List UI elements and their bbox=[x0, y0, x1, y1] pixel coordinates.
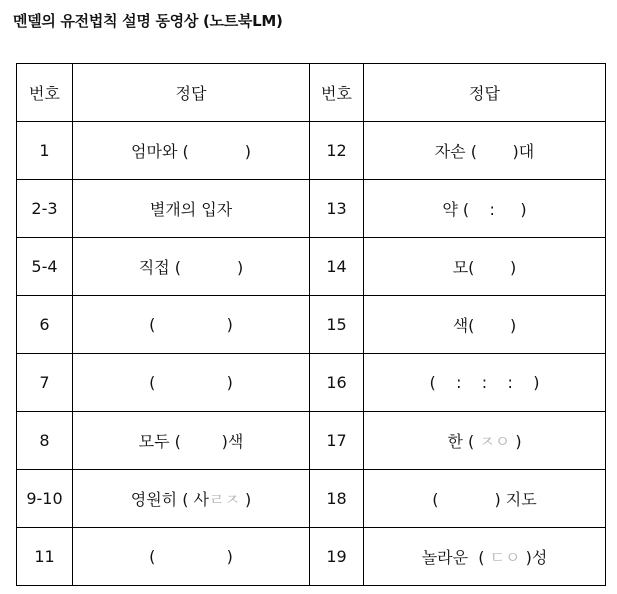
table-row bbox=[17, 470, 606, 528]
answer-cell-left bbox=[73, 470, 310, 528]
answer-text: ( ) bbox=[149, 547, 233, 566]
answer-cell-right bbox=[364, 122, 606, 180]
answer-cell-left bbox=[73, 122, 310, 180]
answer-cell-right bbox=[364, 412, 606, 470]
answer-cell-right bbox=[364, 470, 606, 528]
answer-text: ( ) 지도 bbox=[432, 490, 537, 509]
document-title: 멘델의 유전법칙 설명 동영상 (노트북LM) bbox=[13, 12, 283, 30]
answer-text: 놀라운 ( bbox=[421, 548, 490, 567]
row-number-right: 16 bbox=[310, 354, 364, 412]
initial-consonant-hint: ㄷㅇ bbox=[489, 548, 521, 567]
answer-cell-right bbox=[364, 180, 606, 238]
answer-cell-left bbox=[73, 412, 310, 470]
initial-consonant-hint: ㅈㅇ bbox=[479, 432, 511, 451]
answer-text-after: ) bbox=[510, 432, 522, 451]
answer-text-after: )성 bbox=[520, 548, 548, 567]
answer-text: 한 ( bbox=[447, 432, 480, 451]
answer-text: 엄마와 ( ) bbox=[131, 142, 251, 161]
answer-cell-left bbox=[73, 180, 310, 238]
answer-text: ( : : : ) bbox=[429, 373, 540, 392]
table-row bbox=[17, 238, 606, 296]
row-number-right: 17 bbox=[310, 412, 364, 470]
row-number-left: 9-10 bbox=[17, 470, 73, 528]
answer-text: 모( ) bbox=[452, 258, 517, 277]
row-number-right: 19 bbox=[310, 528, 364, 586]
answer-cell-left bbox=[73, 528, 310, 586]
table-header-row bbox=[17, 64, 606, 122]
table-row bbox=[17, 180, 606, 238]
answer-text: 영원히 ( 사 bbox=[130, 490, 209, 509]
answer-cell-right bbox=[364, 354, 606, 412]
answer-text: 약 ( : ) bbox=[442, 200, 527, 219]
header-number-left: 번호 bbox=[17, 64, 73, 122]
answer-table bbox=[16, 63, 606, 586]
row-number-left: 7 bbox=[17, 354, 73, 412]
answer-text: 직접 ( ) bbox=[138, 258, 244, 277]
table-row bbox=[17, 354, 606, 412]
answer-text: ( ) bbox=[149, 315, 233, 334]
table-body bbox=[17, 122, 606, 586]
answer-cell-right bbox=[364, 296, 606, 354]
answer-cell-right bbox=[364, 238, 606, 296]
answer-cell-left bbox=[73, 354, 310, 412]
answer-cell-right bbox=[364, 528, 606, 586]
row-number-left: 8 bbox=[17, 412, 73, 470]
answer-text: 자손 ( )대 bbox=[434, 142, 535, 161]
initial-consonant-hint: ㄹㅈ bbox=[209, 490, 240, 509]
row-number-right: 13 bbox=[310, 180, 364, 238]
table-row bbox=[17, 122, 606, 180]
answer-text: ( ) bbox=[149, 373, 233, 392]
table-row bbox=[17, 412, 606, 470]
row-number-right: 14 bbox=[310, 238, 364, 296]
row-number-left: 2-3 bbox=[17, 180, 73, 238]
row-number-left: 5-4 bbox=[17, 238, 73, 296]
row-number-left: 1 bbox=[17, 122, 73, 180]
row-number-right: 12 bbox=[310, 122, 364, 180]
row-number-right: 15 bbox=[310, 296, 364, 354]
answer-cell-left bbox=[73, 296, 310, 354]
answer-cell-left bbox=[73, 238, 310, 296]
answer-text: 색( ) bbox=[452, 316, 517, 335]
header-answer-right: 정답 bbox=[364, 64, 606, 122]
answer-text: 모두 ( )색 bbox=[138, 432, 244, 451]
table-row bbox=[17, 296, 606, 354]
row-number-left: 11 bbox=[17, 528, 73, 586]
header-number-right: 번호 bbox=[310, 64, 364, 122]
answer-text: 별개의 입자 bbox=[149, 200, 233, 219]
answer-text-after: ) bbox=[239, 490, 252, 509]
table-row bbox=[17, 528, 606, 586]
row-number-left: 6 bbox=[17, 296, 73, 354]
row-number-right: 18 bbox=[310, 470, 364, 528]
header-answer-left: 정답 bbox=[73, 64, 310, 122]
